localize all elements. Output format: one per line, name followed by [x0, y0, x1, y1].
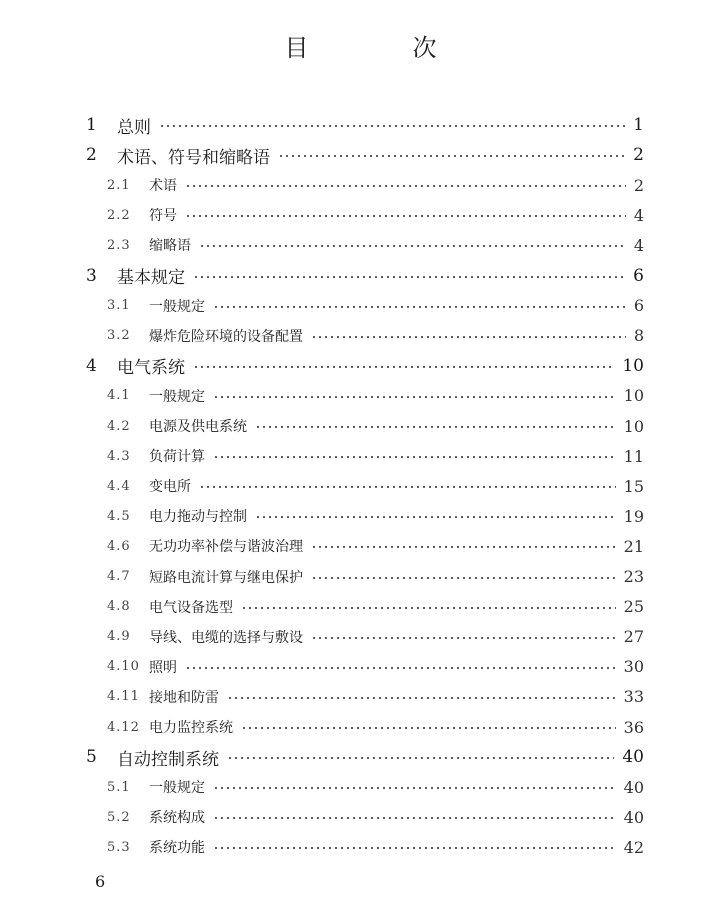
- toc-entry-title: 短路电流计算与继电保护: [149, 569, 303, 586]
- toc-leader-dots: [311, 577, 616, 579]
- toc-section-entry[interactable]: [0, 622, 721, 652]
- toc-chapter-entry[interactable]: [0, 351, 721, 381]
- toc-entry-number: 4.10: [107, 659, 140, 675]
- toc-entry-number: 4: [86, 355, 97, 376]
- toc-entry-page: 6: [633, 265, 644, 286]
- toc-entry-title: 变电所: [149, 479, 191, 496]
- toc-leader-dots: [213, 817, 616, 819]
- toc-entry-number: 3.1: [107, 298, 131, 314]
- toc-entry-title: 符号: [149, 208, 177, 225]
- toc-entry-title: 电气系统: [117, 358, 185, 379]
- toc-entry-page: 1: [633, 115, 644, 135]
- toc-section-entry[interactable]: [0, 230, 721, 260]
- toc-section-entry[interactable]: [0, 381, 721, 411]
- toc-leader-dots: [241, 727, 616, 729]
- toc-leader-dots: [185, 215, 626, 217]
- toc-section-entry[interactable]: [0, 712, 721, 742]
- toc-leader-dots: [311, 546, 616, 548]
- toc-leader-dots: [199, 245, 626, 247]
- toc-section-entry[interactable]: [0, 441, 721, 471]
- toc-entry-number: 4.12: [107, 719, 140, 735]
- toc-section-entry[interactable]: [0, 471, 721, 501]
- toc-entry-number: 1: [86, 115, 97, 135]
- toc-leader-dots: [159, 125, 625, 127]
- toc-entry-page: 2: [633, 175, 644, 195]
- toc-entry-title: 一般规定: [149, 298, 205, 315]
- toc-entry-number: 4.3: [107, 448, 131, 464]
- toc-chapter-entry[interactable]: [0, 140, 721, 170]
- toc-entry-title: 一般规定: [149, 780, 205, 797]
- toc-entry-number: 4.2: [107, 418, 131, 434]
- toc-entry-number: 5.2: [107, 809, 131, 825]
- toc-entry-number: 2: [86, 145, 97, 166]
- toc-entry-page: 27: [623, 627, 644, 647]
- toc-leader-dots: [255, 426, 616, 428]
- toc-section-entry[interactable]: [0, 562, 721, 592]
- toc-entry-number: 5: [86, 747, 97, 768]
- toc-leader-dots: [213, 456, 616, 458]
- toc-entry-title: 负荷计算: [149, 449, 205, 466]
- toc-entry-title: 总则: [117, 117, 151, 138]
- toc-entry-page: 10: [623, 416, 644, 436]
- toc-leader-dots: [227, 697, 616, 699]
- toc-entry-page: 40: [623, 777, 644, 797]
- toc-section-entry[interactable]: [0, 501, 721, 531]
- toc-entry-title: 导线、电缆的选择与敷设: [149, 629, 303, 646]
- toc-entry-number: 4.11: [107, 689, 140, 705]
- toc-section-entry[interactable]: [0, 652, 721, 682]
- toc-section-entry[interactable]: [0, 592, 721, 622]
- toc-entry-number: 5.3: [107, 839, 131, 855]
- toc-section-entry[interactable]: [0, 682, 721, 712]
- toc-leader-dots: [193, 366, 614, 368]
- toc-entry-page: 42: [623, 837, 644, 857]
- toc-chapter-entry[interactable]: [0, 261, 721, 291]
- toc-leader-dots: [193, 276, 625, 278]
- toc-entry-page: 11: [623, 446, 644, 466]
- toc-entry-title: 缩略语: [149, 238, 191, 255]
- toc-entry-page: 40: [623, 807, 644, 827]
- toc-entry-title: 电源及供电系统: [149, 419, 247, 435]
- toc-leader-dots: [311, 637, 616, 639]
- toc-entry-page: 36: [623, 717, 644, 737]
- toc-leader-dots: [241, 607, 616, 609]
- toc-entry-number: 2.3: [107, 237, 131, 253]
- toc-leader-dots: [213, 847, 616, 849]
- toc-entry-number: 4.9: [107, 629, 131, 645]
- toc-leader-dots: [227, 757, 614, 759]
- toc-section-entry[interactable]: [0, 772, 721, 802]
- toc-leader-dots: [213, 787, 616, 789]
- toc-section-entry[interactable]: [0, 802, 721, 832]
- toc-entry-title: 系统构成: [149, 810, 205, 827]
- toc-entry-page: 4: [633, 235, 644, 255]
- toc-entry-title: 电力拖动与控制: [149, 509, 247, 526]
- toc-entry-title: 接地和防雷: [149, 689, 219, 706]
- toc-entry-number: 2.1: [107, 177, 131, 193]
- toc-entry-number: 4.4: [107, 478, 131, 494]
- toc-entry-page: 23: [623, 567, 644, 586]
- toc-entry-title: 一般规定: [149, 388, 205, 405]
- toc-entry-title: 术语: [149, 178, 177, 195]
- toc-section-entry[interactable]: [0, 411, 721, 441]
- toc-entry-title: 无功功率补偿与谐波治理: [149, 539, 303, 556]
- toc-entry-title: 电气设备选型: [149, 599, 233, 616]
- toc-leader-dots: [255, 516, 616, 518]
- toc-section-entry[interactable]: [0, 321, 721, 351]
- toc-entry-page: 4: [633, 205, 644, 225]
- toc-section-entry[interactable]: [0, 200, 721, 230]
- toc-entry-number: 5.1: [107, 779, 131, 795]
- toc-entry-number: 2.2: [107, 207, 131, 223]
- toc-section-entry[interactable]: [0, 291, 721, 321]
- toc-leader-dots: [213, 306, 626, 308]
- toc-entry-page: 2: [633, 145, 644, 166]
- toc-entry-number: 4.6: [107, 538, 131, 554]
- toc-section-entry[interactable]: [0, 832, 721, 862]
- toc-entry-number: 4.8: [107, 599, 131, 615]
- toc-entry-page: 10: [622, 355, 644, 376]
- toc-entry-page: 8: [633, 326, 644, 346]
- toc-entry-page: 25: [623, 597, 644, 617]
- toc-entry-page: 40: [622, 747, 644, 768]
- toc-leader-dots: [185, 185, 626, 187]
- toc-entry-title: 系统功能: [149, 840, 205, 857]
- toc-entry-page: 19: [623, 506, 644, 526]
- toc-entry-title: 电力监控系统: [149, 720, 233, 736]
- toc-entry-number: 3: [86, 265, 97, 286]
- toc-leader-dots: [185, 667, 616, 669]
- toc-entry-title: 基本规定: [117, 268, 185, 288]
- toc-entry-title: 自动控制系统: [117, 749, 219, 770]
- toc-entry-number: 4.5: [107, 508, 131, 524]
- toc-entry-page: 21: [623, 536, 644, 556]
- toc-section-entry[interactable]: [0, 170, 721, 200]
- toc-entry-page: 10: [623, 386, 644, 406]
- toc-entry-page: 30: [623, 657, 644, 677]
- toc-chapter-entry[interactable]: [0, 110, 721, 140]
- toc-entry-number: 3.2: [107, 328, 131, 344]
- toc-section-entry[interactable]: [0, 531, 721, 561]
- page-title: 目 次: [284, 34, 477, 62]
- toc-entry-page: 15: [623, 476, 644, 496]
- toc-entry-number: 4.7: [107, 569, 131, 584]
- toc-leader-dots: [311, 336, 626, 338]
- toc-entry-number: 4.1: [107, 388, 131, 404]
- toc-leader-dots: [278, 155, 625, 157]
- toc-entry-title: 术语、符号和缩略语: [117, 147, 270, 168]
- toc-entry-page: 33: [623, 687, 644, 707]
- toc-entry-page: 6: [633, 296, 644, 316]
- toc-chapter-entry[interactable]: [0, 742, 721, 772]
- toc-entry-title: 照明: [149, 659, 177, 676]
- footer-page-number: 6: [95, 872, 106, 891]
- toc-entry-title: 爆炸危险环境的设备配置: [149, 328, 303, 345]
- toc-leader-dots: [199, 486, 616, 488]
- toc-leader-dots: [213, 396, 616, 398]
